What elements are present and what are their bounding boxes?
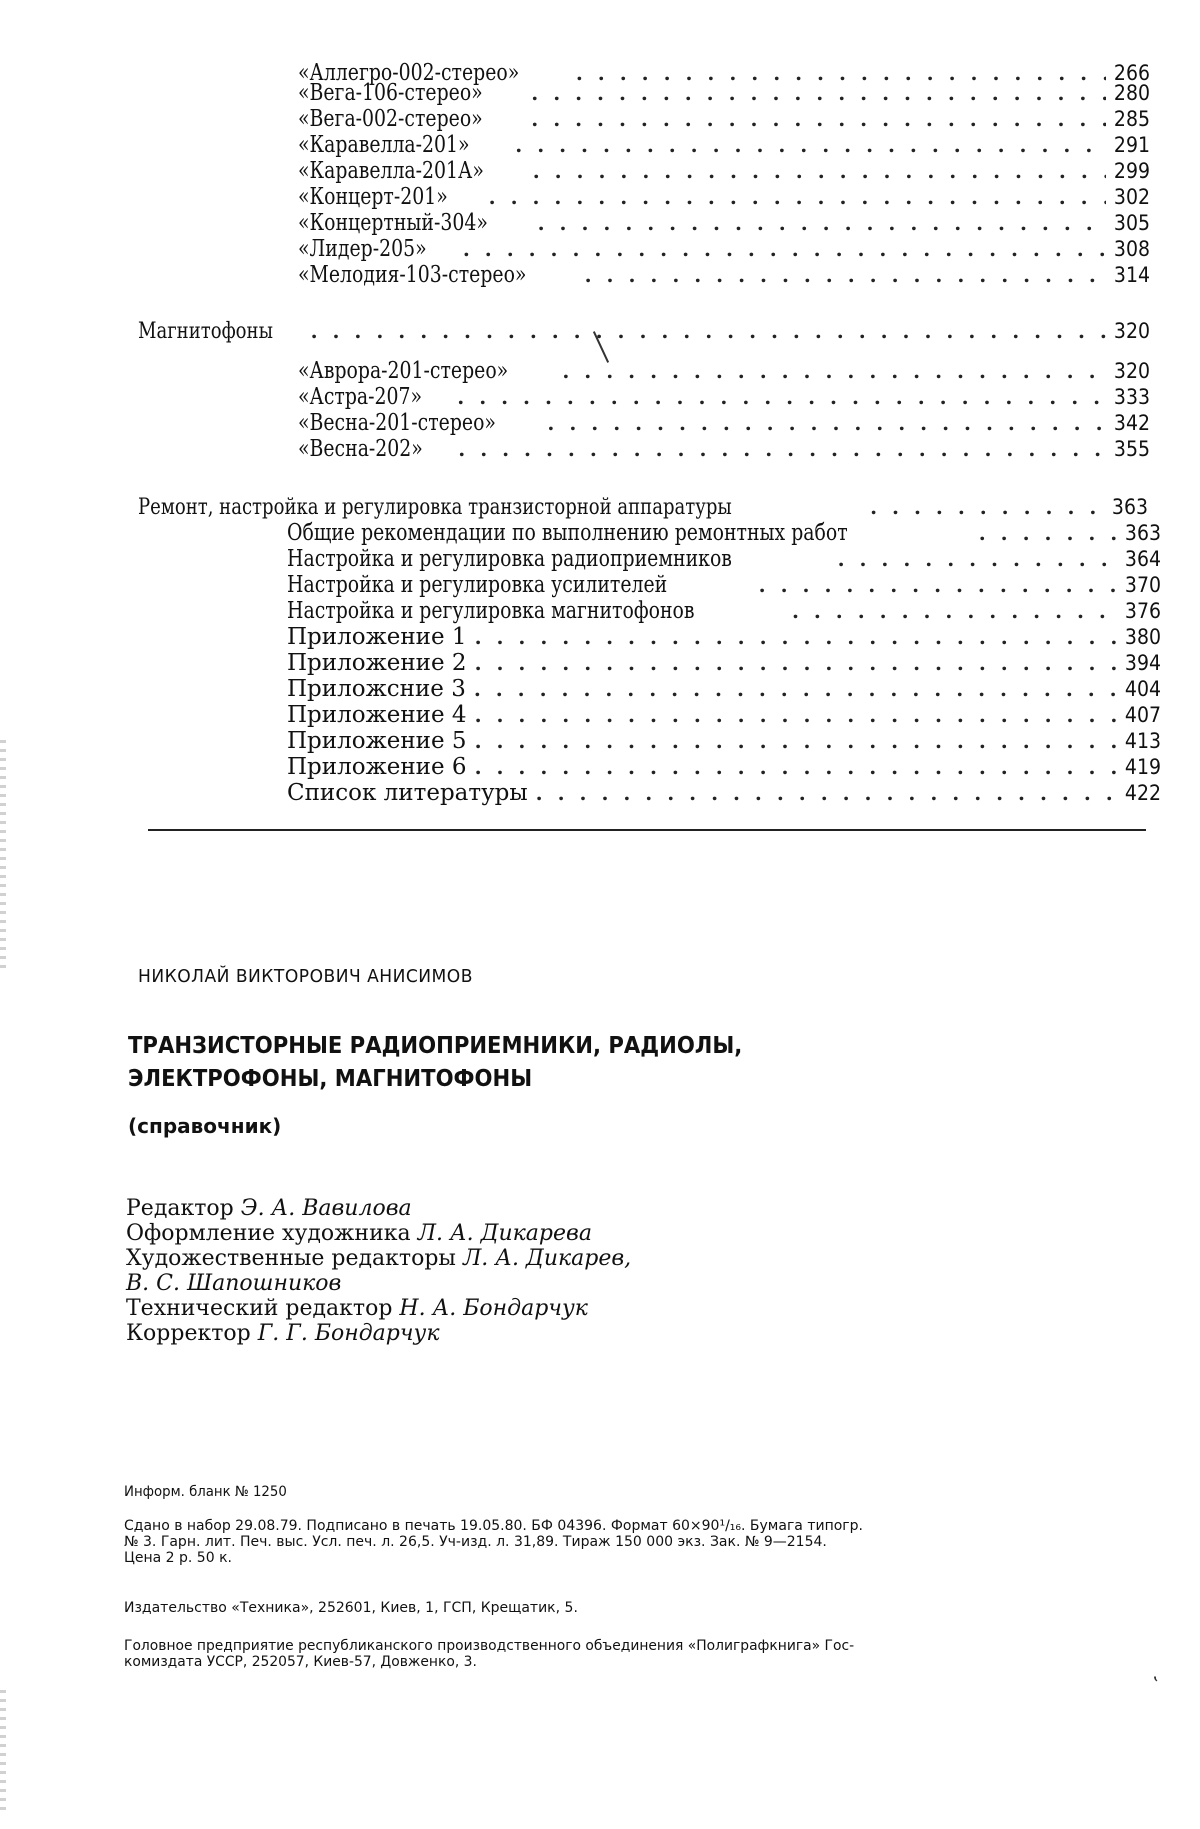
- toc-entry[interactable]: [287, 520, 1161, 546]
- info-blank-number: Информ. бланк № 1250: [124, 1484, 287, 1500]
- credit-names: Л. А. Дикарев,: [463, 1246, 631, 1271]
- toc-entry-page: 380: [1121, 624, 1161, 650]
- toc-entry-page: 291: [1110, 132, 1150, 158]
- toc-entry-title: Настройка и регулировка усилителей: [287, 572, 674, 598]
- toc-leader-dots: [585, 262, 1106, 288]
- print-details-line-2: № 3. Гарн. лит. Печ. выс. Усл. печ. л. 26,5. Уч-изд. л. 31,89. Тираж 150 000 экз. Зак. № 9—2154.: [124, 1534, 863, 1550]
- toc-entry-title: «Каравелла-201А»: [298, 158, 490, 184]
- credit-names: Л. А. Дикарева: [418, 1221, 592, 1246]
- toc-entry-title: «Весна-202»: [298, 436, 429, 462]
- toc-entry-page: 305: [1110, 210, 1150, 236]
- toc-entry[interactable]: [287, 702, 1161, 728]
- credit-line: [126, 1246, 631, 1271]
- book-title: [128, 1030, 864, 1096]
- toc-section-title: Ремонт, настройка и регулировка транзисторной аппаратуры: [138, 495, 738, 521]
- toc-entry-title: «Весна-201-стерео»: [298, 410, 503, 436]
- credit-names: Г. Г. Бондарчук: [258, 1321, 440, 1346]
- credit-line: [126, 1271, 631, 1296]
- toc-entry[interactable]: [298, 132, 1150, 158]
- toc-leader-dots: [463, 236, 1106, 262]
- toc-entry-page: 363: [1121, 520, 1161, 546]
- toc-entry[interactable]: [287, 780, 1161, 806]
- toc-entry-page: 302: [1110, 184, 1150, 210]
- toc-entry-page: 342: [1110, 410, 1150, 436]
- printer-info-line-2: комиздата УССР, 252057, Киев-57, Довженко, 3.: [124, 1654, 854, 1670]
- toc-leader-dots: [547, 410, 1106, 436]
- toc-leader-dots: [979, 520, 1117, 546]
- toc-entry-title: Приложение 1: [287, 624, 475, 650]
- toc-entry[interactable]: [298, 184, 1150, 210]
- toc-entry-page: 376: [1121, 598, 1161, 624]
- toc-entry-page: 394: [1121, 650, 1161, 676]
- toc-leader-dots: [475, 650, 1117, 676]
- toc-entry-page: 280: [1110, 80, 1150, 106]
- toc-leader-dots: [792, 598, 1117, 624]
- credit-names: В. С. Шапошников: [126, 1271, 341, 1296]
- credits-block: [126, 1196, 631, 1346]
- toc-leader-dots: [475, 728, 1117, 754]
- toc-entry-title: Настройка и регулировка радиоприемников: [287, 546, 738, 572]
- toc-entry[interactable]: [298, 384, 1150, 410]
- toc-leader-dots: [562, 358, 1106, 384]
- scan-margin-noise-lower: [0, 1690, 6, 1810]
- toc-entry[interactable]: [298, 436, 1150, 462]
- toc-leader-dots: [533, 158, 1106, 184]
- toc-entry[interactable]: [287, 676, 1161, 702]
- toc-leader-dots: [538, 210, 1106, 236]
- toc-entry-title: «Астра-207»: [298, 384, 429, 410]
- toc-leader-dots: [838, 546, 1117, 572]
- toc-entry[interactable]: [298, 410, 1150, 436]
- toc-entry-page: 314: [1110, 262, 1150, 288]
- toc-entry-page: 333: [1110, 384, 1150, 410]
- toc-leader-dots: [475, 754, 1117, 780]
- toc-entry[interactable]: [298, 158, 1150, 184]
- toc-entry-page: 364: [1121, 546, 1161, 572]
- toc-entry-title: Настройка и регулировка магнитофонов: [287, 598, 701, 624]
- toc-entry-title: Приложение 6: [287, 754, 475, 780]
- printer-info: [124, 1638, 854, 1670]
- toc-entry-page: 285: [1110, 106, 1150, 132]
- toc-entry[interactable]: [287, 546, 1161, 572]
- toc-entry-title: «Концертный-304»: [298, 210, 494, 236]
- table-of-contents: [0, 0, 1200, 830]
- toc-leader-dots: [458, 436, 1106, 462]
- book-subtitle: (справочник): [128, 1114, 281, 1138]
- toc-entry-title: «Аврора-201-стерео»: [298, 358, 515, 384]
- credit-role: Технический редактор: [126, 1296, 392, 1321]
- toc-entry-page: 266: [1110, 60, 1150, 86]
- toc-entry-title: Приложение 2: [287, 650, 475, 676]
- credit-role: Художественные редакторы: [126, 1246, 456, 1271]
- toc-entry-page: 413: [1121, 728, 1161, 754]
- page-corner-mark: ʽ: [1152, 1672, 1158, 1696]
- toc-entry[interactable]: [287, 650, 1161, 676]
- toc-leader-dots: [759, 572, 1117, 598]
- toc-entry-page: 422: [1121, 780, 1161, 806]
- toc-entry-title: «Мелодия-103-стерео»: [298, 262, 533, 288]
- toc-entry-title: «Каравелла-201»: [298, 132, 476, 158]
- toc-entry[interactable]: [298, 262, 1150, 288]
- publisher-info: Издательство «Техника», 252601, Киев, 1, ГСП, Крещатик, 5.: [124, 1600, 578, 1616]
- toc-leader-dots: [536, 780, 1117, 806]
- toc-entry-title: «Аллегро-002-стерео»: [298, 60, 526, 86]
- toc-section-tape-recorders[interactable]: [138, 318, 1150, 345]
- toc-entry[interactable]: [287, 754, 1161, 780]
- book-title-line-2: ЭЛЕКТРОФОНЫ, МАГНИТОФОНЫ: [128, 1063, 864, 1096]
- toc-section-repair[interactable]: [138, 494, 1148, 521]
- toc-leader-dots: [475, 624, 1117, 650]
- toc-section-title: Магнитофоны: [138, 319, 280, 345]
- credit-line: [126, 1221, 631, 1246]
- printer-info-line-1: Головное предприятие республиканского производственного объединения «Полиграфкнига» Гос-: [124, 1638, 854, 1654]
- print-details-line-1: Сдано в набор 29.08.79. Подписано в печать 19.05.80. БФ 04396. Формат 60×90¹/₁₆. Бумага типогр.: [124, 1518, 863, 1534]
- book-title-line-1: ТРАНЗИСТОРНЫЕ РАДИОПРИЕМНИКИ, РАДИОЛЫ,: [128, 1030, 864, 1063]
- toc-leader-dots: [515, 132, 1106, 158]
- toc-entry-title: «Вега-106-стерео»: [298, 80, 489, 106]
- credit-line: [126, 1296, 631, 1321]
- credit-role: Редактор: [126, 1196, 234, 1221]
- toc-leader-dots: [475, 702, 1117, 728]
- toc-entry-page: 419: [1121, 754, 1161, 780]
- toc-entry-title: Список литературы: [287, 780, 536, 806]
- toc-entry[interactable]: [287, 598, 1161, 624]
- toc-entry[interactable]: [298, 236, 1150, 262]
- toc-entry-title: «Концерт-201»: [298, 184, 454, 210]
- toc-entry[interactable]: [287, 572, 1161, 598]
- toc-entry-page: 320: [1110, 358, 1150, 384]
- toc-section-page: 320: [1110, 318, 1150, 344]
- toc-entry[interactable]: [298, 358, 1150, 384]
- toc-entry[interactable]: [298, 80, 1150, 106]
- toc-entry[interactable]: [287, 728, 1161, 754]
- credit-line: [126, 1196, 631, 1221]
- toc-entry[interactable]: [298, 106, 1150, 132]
- toc-leader-dots: [531, 106, 1106, 132]
- credit-names: Э. А. Вавилова: [241, 1196, 412, 1221]
- toc-entry-page: 404: [1121, 676, 1161, 702]
- toc-entry-title: «Вега-002-стерео»: [298, 106, 489, 132]
- toc-entry-page: 299: [1110, 158, 1150, 184]
- toc-entry-title: Общие рекомендации по выполнению ремонтных работ: [287, 520, 854, 546]
- toc-leader-dots: [870, 494, 1104, 520]
- toc-leader-dots: [311, 318, 1106, 344]
- credit-names: Н. А. Бондарчук: [399, 1296, 587, 1321]
- toc-leader-dots: [531, 80, 1106, 106]
- toc-entry-title: «Лидер-205»: [298, 236, 433, 262]
- section-divider-rule: [148, 829, 1146, 831]
- print-details-line-3: Цена 2 р. 50 к.: [124, 1550, 863, 1566]
- toc-leader-dots: [474, 676, 1117, 702]
- toc-entry-page: 355: [1110, 436, 1150, 462]
- author-name: НИКОЛАЙ ВИКТОРОВИЧ АНИСИМОВ: [138, 966, 473, 987]
- toc-section-page: 363: [1108, 494, 1148, 520]
- toc-leader-dots: [457, 384, 1106, 410]
- credit-line: [126, 1321, 631, 1346]
- toc-entry-title: Приложение 5: [287, 728, 475, 754]
- toc-entry-page: 407: [1121, 702, 1161, 728]
- toc-entry[interactable]: [298, 210, 1150, 236]
- print-details: [124, 1518, 863, 1566]
- credit-role: Оформление художника: [126, 1221, 411, 1246]
- toc-entry[interactable]: [287, 624, 1161, 650]
- toc-entry-title: Приложение 4: [287, 702, 475, 728]
- toc-entry-page: 308: [1110, 236, 1150, 262]
- credit-role: Корректор: [126, 1321, 251, 1346]
- toc-leader-dots: [489, 184, 1106, 210]
- toc-entry-page: 370: [1121, 572, 1161, 598]
- toc-entry-title: Приложсние 3: [287, 676, 474, 702]
